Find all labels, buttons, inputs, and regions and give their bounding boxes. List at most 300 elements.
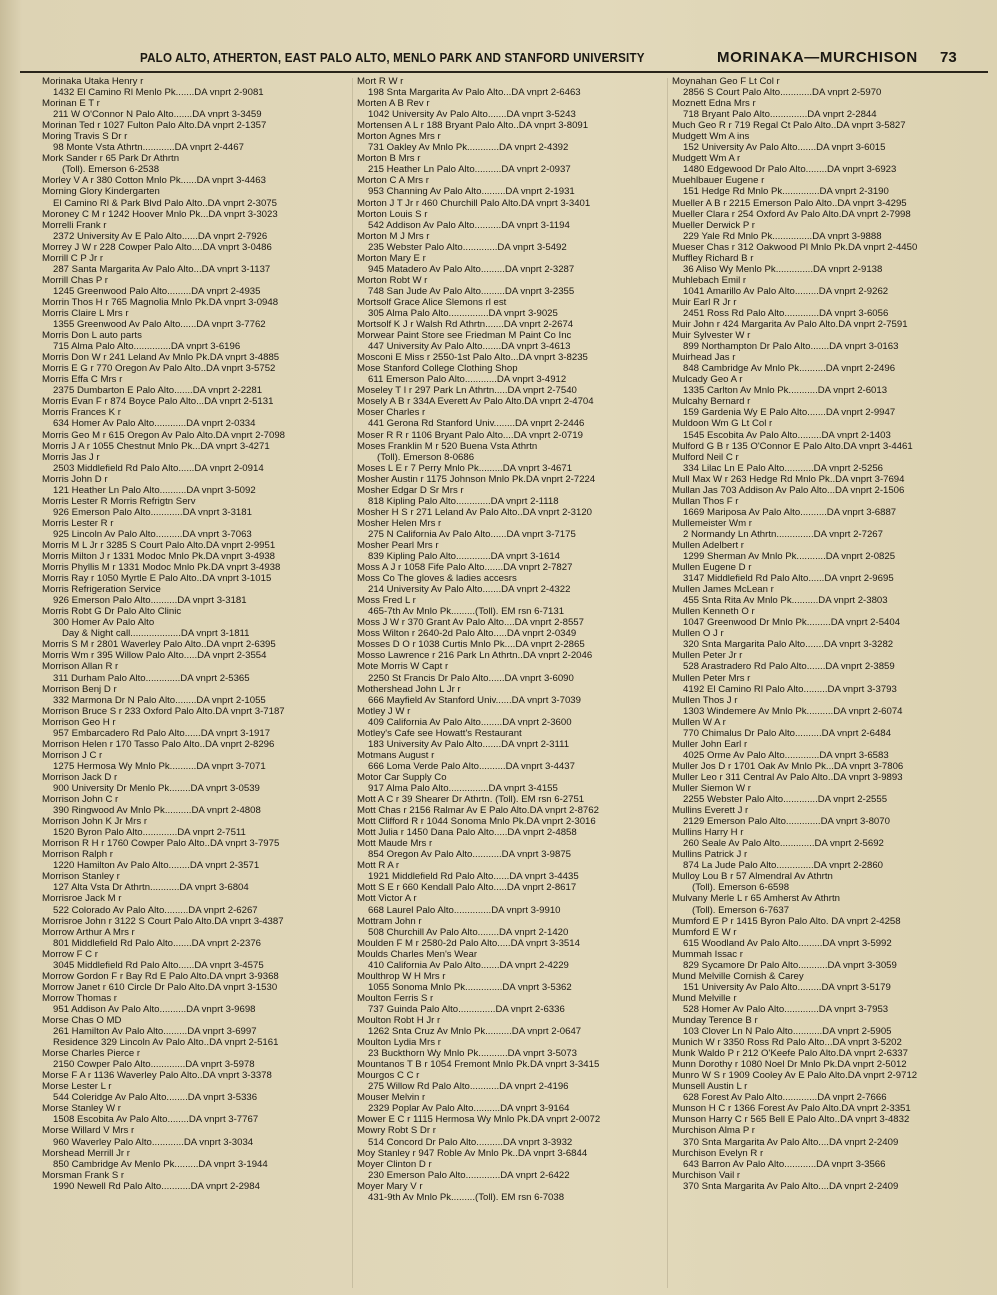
listing-line: Mueller A B r 2215 Emerson Palo Alto..DA vnprt 3-4295 xyxy=(672,197,907,209)
listing-line: 715 Alma Palo Alto..............DA vnprt 3-6196 xyxy=(53,341,241,353)
listing-line: Mulford Neil C r xyxy=(672,451,739,463)
listing-line: Moss Co The gloves & ladies accesrs xyxy=(357,573,517,585)
listing-line: Motor Car Supply Co xyxy=(357,771,447,783)
listing-line: 917 Alma Palo Alto...............DA vnprt 3-4155 xyxy=(368,783,558,794)
listing-line: 737 Guinda Palo Alto..............DA vnprt 2-6336 xyxy=(368,1003,565,1015)
listing-line: 748 San Jude Av Palo Alto.........DA vnprt 3-2355 xyxy=(368,285,575,297)
listing-line: Muir Earl R Jr r xyxy=(672,296,737,308)
listing-line: 611 Emerson Palo Alto............DA vnprt 3-4912 xyxy=(368,374,567,386)
listing-line: Morrison Jack D r xyxy=(42,771,118,783)
listing-line: 528 Arastradero Rd Palo Alto.......DA vnprt 2-3859 xyxy=(683,661,895,673)
page-number: 73 xyxy=(940,49,957,66)
listing-line: Moynahan Geo F Lt Col r xyxy=(672,76,780,87)
listing-line: Moyer Mary V r xyxy=(357,1180,423,1192)
listing-line: Moring Travis S Dr r xyxy=(42,131,128,143)
listing-line: 925 Lincoln Av Palo Alto..........DA vnprt 3-7063 xyxy=(53,528,252,540)
listing-line: Morwear Paint Store see Friedman M Paint Co Inc xyxy=(357,330,572,342)
listing-line: 951 Addison Av Palo Alto..........DA vnprt 3-9698 xyxy=(53,1003,256,1015)
column-divider xyxy=(352,78,353,1288)
listing-line: 900 University Dr Menlo Pk........DA vnprt 3-0539 xyxy=(53,783,260,794)
listing-line: Mullen O J r xyxy=(672,628,724,640)
listing-line: Munson H C r 1366 Forest Av Palo Alto.DA vnprt 2-3351 xyxy=(672,1103,911,1115)
listing-line: Morris John D r xyxy=(42,473,108,485)
listing-line: Mowry Robt S Dr r xyxy=(357,1125,436,1137)
listing-line: Mueller Derwick P r xyxy=(672,219,755,231)
listing-line: 668 Laurel Palo Alto..............DA vnprt 3-9910 xyxy=(368,904,561,916)
listing-line: Muller Leo r 311 Central Av Palo Alto..DA vnprt 3-9893 xyxy=(672,771,903,783)
listing-line: Mullemeister Wm r xyxy=(672,517,752,529)
listing-line: Muller John Earl r xyxy=(672,738,748,750)
listing-line: (Toll). Emerson 8-0686 xyxy=(377,451,475,463)
listing-line: 455 Snta Rita Av Mnlo Pk..........DA vnprt 2-3803 xyxy=(683,595,888,607)
listing-line: 926 Emerson Palo Alto............DA vnprt 3-3181 xyxy=(53,506,252,518)
listing-line: Morris S M r 2801 Waverley Palo Alto..DA vnprt 2-6395 xyxy=(42,639,276,651)
listing-line: Mosher Helen Mrs r xyxy=(357,517,442,529)
listing-line: 1921 Middlefield Rd Palo Alto......DA vnprt 3-4435 xyxy=(368,871,579,883)
listing-line: Mortensen A L r 188 Bryant Palo Alto..DA vnprt 3-8091 xyxy=(357,120,589,132)
listing-line: Murchison Vail r xyxy=(672,1169,741,1181)
listing-line: Mudgett Wm A r xyxy=(672,153,741,165)
listing-line: Mullins Patrick J r xyxy=(672,849,748,861)
listing-line: Mothershead John L Jr r xyxy=(357,683,461,695)
listing-column-3 xyxy=(672,76,990,1192)
listing-line: 643 Barron Av Palo Alto............DA vnprt 3-3566 xyxy=(683,1158,886,1170)
listing-line: Moss Wilton r 2640-2d Palo Alto.....DA vnprt 2-0349 xyxy=(357,628,577,640)
listing-line: Morris Refrigeration Service xyxy=(42,584,161,596)
listing-line: 544 Coleridge Av Palo Alto........DA vnprt 3-5336 xyxy=(53,1092,258,1104)
listing-line: Morris Lester R Morris Refrigtn Serv xyxy=(42,495,196,507)
listing-line: 2255 Webster Palo Alto.............DA vnprt 2-2555 xyxy=(683,794,888,806)
column-divider xyxy=(667,78,668,1288)
listing-line: 666 Mayfield Av Stanford Univ......DA vnprt 3-7039 xyxy=(368,694,581,706)
listing-line: Morse Lester L r xyxy=(42,1081,112,1093)
listing-line: 332 Marmona Dr N Palo Alto........DA vnprt 2-1055 xyxy=(53,694,266,706)
listing-line: 211 W O'Connor N Palo Alto.......DA vnprt 3-3459 xyxy=(53,109,262,121)
listing-line: Morrison J C r xyxy=(42,749,103,761)
listing-line: Moser Charles r xyxy=(357,407,426,419)
listing-line: 839 Kipling Palo Alto.............DA vnprt 3-1614 xyxy=(368,551,560,563)
listing-line: Morse Stanley W r xyxy=(42,1103,121,1115)
listing-line: 2856 S Court Palo Alto............DA vnprt 2-5970 xyxy=(683,87,882,99)
listing-line: 829 Sycamore Dr Palo Alto...........DA vnprt 3-3059 xyxy=(683,959,897,971)
listing-line: Mosses D O r 1038 Curtis Mnlo Pk....DA vnprt 2-2865 xyxy=(357,639,585,651)
listing-line: Mund Melville r xyxy=(672,992,737,1004)
listing-line: 1990 Newell Rd Palo Alto...........DA vnprt 2-2984 xyxy=(53,1180,260,1192)
listing-line: Munich W r 3350 Ross Rd Palo Alto...DA vnprt 3-5202 xyxy=(672,1037,902,1049)
listing-line: Morris Don L auto parts xyxy=(42,330,142,342)
listing-line: Mullen Kenneth O r xyxy=(672,606,755,618)
listing-line: Muller Jos D r 1701 Oak Av Mnlo Pk...DA vnprt 3-7806 xyxy=(672,760,904,772)
listing-line: 103 Clover Ln N Palo Alto...........DA vnprt 2-5905 xyxy=(683,1026,892,1038)
listing-line: Morrison Benj D r xyxy=(42,683,117,695)
listing-line: 121 Heather Ln Palo Alto..........DA vnprt 3-5092 xyxy=(53,484,256,496)
listing-line: Mott Maude Mrs r xyxy=(357,838,433,850)
listing-line: Morton M J Mrs r xyxy=(357,230,430,242)
listing-line: 1303 Windemere Av Mnlo Pk..........DA vnprt 2-6074 xyxy=(683,705,903,717)
listing-line: Murchison Alma P r xyxy=(672,1125,755,1137)
listing-line: 287 Santa Margarita Av Palo Alto...DA vnprt 3-1137 xyxy=(53,263,271,275)
listing-line: Residence 329 Lincoln Av Palo Alto..DA vnprt 2-5161 xyxy=(53,1037,279,1049)
listing-line: 953 Channing Av Palo Alto.........DA vnprt 2-1931 xyxy=(368,186,575,198)
listing-line: Morris Claire L Mrs r xyxy=(42,307,129,319)
listing-line: Moulton Ferris S r xyxy=(357,992,434,1004)
listing-line: Morris Phyllis M r 1331 Modoc Mnlo Pk.DA vnprt 3-4938 xyxy=(42,562,281,574)
listing-line: 1275 Hermosa Wy Mnlo Pk..........DA vnprt 3-7071 xyxy=(53,760,266,772)
listing-line: Mosely A B r 334A Everett Av Palo Alto.DA vnprt 2-4704 xyxy=(357,396,594,408)
listing-line: Muir John r 424 Margarita Av Palo Alto.DA vnprt 2-7591 xyxy=(672,319,908,331)
listing-line: (Toll). Emerson 6-6598 xyxy=(692,882,790,894)
listing-line: Mott Chas r 2156 Ralmar Av E Palo Alto.DA vnprt 2-8762 xyxy=(357,805,599,817)
listing-line: 634 Homer Av Palo Alto............DA vnprt 2-0334 xyxy=(53,418,256,430)
listing-line: Morrill Chas P r xyxy=(42,274,108,286)
listing-line: Moroney C M r 1242 Hoover Mnlo Pk...DA vnprt 3-3023 xyxy=(42,208,278,220)
listing-line: Morris Wm r 395 Willow Palo Alto.....DA vnprt 2-3554 xyxy=(42,650,267,662)
listing-line: Mulcady Geo A r xyxy=(672,374,743,386)
listing-line: Motmans August r xyxy=(357,749,435,761)
listing-line: Mund Melville Cornish & Carey xyxy=(672,970,804,982)
listing-column-1 xyxy=(42,76,360,1192)
listing-line: Mortsolf Grace Alice Slemons rl est xyxy=(357,296,507,308)
listing-line: Mullins Everett J r xyxy=(672,805,749,817)
listing-line: Morrison Geo H r xyxy=(42,716,116,728)
listing-line: Morrison John K Jr Mrs r xyxy=(42,816,148,828)
listing-line: Morris Effa C Mrs r xyxy=(42,374,123,386)
listing-line: Morrison John C r xyxy=(42,794,119,806)
listing-line: Mull Max W r 263 Hedge Rd Mnlo Pk..DA vnprt 3-7694 xyxy=(672,473,905,485)
listing-line: 926 Emerson Palo Alto..........DA vnprt 3-3181 xyxy=(53,595,247,607)
listing-line: Morris J A r 1055 Chestnut Mnlo Pk...DA vnprt 3-4271 xyxy=(42,440,270,452)
listing-line: Morris Lester R r xyxy=(42,517,114,529)
listing-line: 2372 University Av E Palo Alto......DA vnprt 2-7926 xyxy=(53,230,268,242)
listing-line: Mueser Chas r 312 Oakwood Pl Mnlo Pk.DA vnprt 2-4450 xyxy=(672,241,918,253)
listing-line: Mulford G B r 135 O'Connor E Palo Alto.DA vnprt 3-4461 xyxy=(672,440,913,452)
listing-line: 98 Monte Vsta Athrtn............DA vnprt 2-4467 xyxy=(53,142,244,154)
listing-line: 127 Alta Vsta Dr Athrtn...........DA vnprt 3-6804 xyxy=(53,882,249,894)
listing-line: Morrison Ralph r xyxy=(42,849,113,861)
listing-line: Mudgett Wm A ins xyxy=(672,131,750,143)
listing-line: 151 University Av Palo Alto.........DA vnprt 3-5179 xyxy=(683,981,891,993)
listing-line: 1355 Greenwood Av Palo Alto......DA vnprt 3-7762 xyxy=(53,319,266,331)
listing-line: 1245 Greenwood Palo Alto.........DA vnprt 2-4935 xyxy=(53,285,261,297)
listing-line: Mouser Melvin r xyxy=(357,1092,426,1104)
listing-line: 2250 St Francis Dr Palo Alto......DA vnprt 3-6090 xyxy=(368,672,574,684)
listing-line: Morton Robt W r xyxy=(357,274,428,286)
listing-line: 2451 Ross Rd Palo Alto.............DA vnprt 3-6056 xyxy=(683,307,889,319)
listing-line: Mott Julia r 1450 Dana Palo Alto.....DA vnprt 2-4858 xyxy=(357,827,577,839)
listing-line: 731 Oakley Av Mnlo Pk............DA vnprt 2-4392 xyxy=(368,142,569,154)
listing-line: Moss A J r 1058 Fife Palo Alto.......DA vnprt 2-7827 xyxy=(357,562,573,574)
listing-line: Morrill C P Jr r xyxy=(42,252,104,264)
listing-line: Morris Don W r 241 Leland Av Mnlo Pk.DA vnprt 3-4885 xyxy=(42,352,280,364)
listing-line: 36 Aliso Wy Menlo Pk..............DA vnprt 2-9138 xyxy=(683,263,883,275)
listing-line: Motley's Cafe see Howatt's Restaurant xyxy=(357,727,522,739)
listing-line: 409 California Av Palo Alto........DA vnprt 2-3600 xyxy=(368,716,572,728)
listing-line: 320 Snta Margarita Palo Alto.......DA vnprt 3-3282 xyxy=(683,639,894,651)
listing-line: 1047 Greenwood Dr Mnlo Pk.........DA vnprt 2-5404 xyxy=(683,617,901,629)
listing-line: 275 N California Av Palo Alto......DA vnprt 3-7175 xyxy=(368,528,576,540)
listing-line: Moseley T I r 297 Park Ln Athrtn.....DA vnprt 2-7540 xyxy=(357,385,577,397)
listing-line: 2150 Cowper Palo Alto.............DA vnprt 3-5978 xyxy=(53,1059,255,1071)
listing-line: Munson Harry C r 565 Bell E Palo Alto..DA vnprt 3-4832 xyxy=(672,1114,910,1126)
listing-line: Mosconi E Miss r 2550-1st Palo Alto...DA vnprt 3-8235 xyxy=(357,352,588,364)
listing-line: Moyer Clinton D r xyxy=(357,1158,432,1170)
listing-line: 615 Woodland Av Palo Alto.........DA vnprt 3-5992 xyxy=(683,937,892,949)
listing-line: Moy Stanley r 947 Roble Av Mnlo Pk..DA vnprt 3-6844 xyxy=(357,1147,588,1159)
listing-line: Mumford E P r 1415 Byron Palo Alto. DA vnprt 2-4258 xyxy=(672,915,901,927)
listing-line: Mulloy Lou B r 57 Almendral Av Athrtn xyxy=(672,871,833,883)
listing-line: Mulcahy Bernard r xyxy=(672,396,751,408)
listing-line: Mullen Adelbert r xyxy=(672,539,744,551)
listing-line: Moses Franklin M r 520 Buena Vsta Athrtn xyxy=(357,440,538,452)
listing-line: Morton B Mrs r xyxy=(357,153,421,165)
listing-line: 628 Forest Av Palo Alto.............DA vnprt 2-7666 xyxy=(683,1092,887,1104)
listing-line: 1480 Edgewood Dr Palo Alto........DA vnprt 3-6923 xyxy=(683,164,897,176)
listing-line: 514 Concord Dr Palo Alto..........DA vnprt 3-3932 xyxy=(368,1136,573,1148)
listing-line: 1055 Sonoma Mnlo Pk..............DA vnprt 3-5362 xyxy=(368,981,572,993)
listing-line: Mullan Thos F r xyxy=(672,495,739,507)
listing-line: Morris Geo M r 615 Oregon Av Palo Alto.DA vnprt 2-7098 xyxy=(42,429,285,441)
listing-line: 854 Oregon Av Palo Alto...........DA vnprt 3-9875 xyxy=(368,849,572,861)
listing-line: 957 Embarcadero Rd Palo Alto......DA vnprt 3-1917 xyxy=(53,727,271,739)
listing-line: 198 Snta Margarita Av Palo Alto...DA vnprt 2-6463 xyxy=(368,87,581,99)
listing-line: 4192 El Camino Rl Palo Alto.........DA vnprt 3-3793 xyxy=(683,683,897,695)
listing-line: 465-7th Av Mnlo Pk.........(Toll). EM rsn 6-7131 xyxy=(368,606,565,618)
listing-line: Muldoon Wm G Lt Col r xyxy=(672,418,773,430)
listing-line: 23 Buckthorn Wy Mnlo Pk...........DA vnprt 3-5073 xyxy=(368,1048,577,1060)
listing-line: 215 Heather Ln Palo Alto..........DA vnprt 2-0937 xyxy=(368,164,571,176)
listing-line: Morrow Gordon F r Bay Rd E Palo Alto.DA vnprt 3-9368 xyxy=(42,970,279,982)
listing-line: 370 Snta Margarita Av Palo Alto....DA vnprt 2-2409 xyxy=(683,1136,899,1148)
listing-line: 3147 Middlefield Rd Palo Alto......DA vnprt 2-9695 xyxy=(683,573,894,585)
listing-line: Moser R R r 1106 Bryant Palo Alto....DA vnprt 2-0719 xyxy=(357,429,583,441)
listing-line: Muir Sylvester W r xyxy=(672,330,751,342)
listing-line: 945 Matadero Av Palo Alto.........DA vnprt 2-3287 xyxy=(368,263,575,275)
listing-line: Morinan E T r xyxy=(42,98,100,110)
listing-line: Morris Jas J r xyxy=(42,451,100,463)
listing-line: 528 Homer Av Palo Alto.............DA vnprt 3-7953 xyxy=(683,1003,889,1015)
listing-line: 542 Addison Av Palo Alto..........DA vnprt 3-1194 xyxy=(368,219,570,231)
listing-line: Morton C A Mrs r xyxy=(357,175,429,187)
listing-line: Mortsolf K J r Walsh Rd Athrtn.......DA vnprt 2-2674 xyxy=(357,319,574,331)
listing-line: 334 Lilac Ln E Palo Alto...........DA vnprt 2-5256 xyxy=(683,462,883,474)
listing-line: Moses L E r 7 Perry Mnlo Pk.........DA vnprt 3-4671 xyxy=(357,462,573,474)
listing-line: Morrey J W r 228 Cowper Palo Alto....DA vnprt 3-0486 xyxy=(42,241,272,253)
listing-line: Morris Robt G Dr Palo Alto Clinic xyxy=(42,606,182,618)
listing-line: Morrelli Frank r xyxy=(42,219,107,231)
listing-line: Morton Mary E r xyxy=(357,252,426,264)
listing-line: 874 La Jude Palo Alto..............DA vnprt 2-2860 xyxy=(683,860,883,872)
listing-line: 275 Willow Rd Palo Alto...........DA vnprt 2-4196 xyxy=(368,1081,569,1093)
listing-line: Mullen Peter Jr r xyxy=(672,650,743,662)
listing-line: 152 University Av Palo Alto.......DA vnprt 3-6015 xyxy=(683,142,886,154)
listing-line: 1669 Mariposa Av Palo Alto..........DA vnprt 3-6887 xyxy=(683,506,897,518)
listing-line: Mote Morris W Capt r xyxy=(357,661,449,673)
listing-line: Mort R W r xyxy=(357,76,404,87)
listing-line: Mullen Peter Mrs r xyxy=(672,672,751,684)
listing-line: Morse Chas O MD xyxy=(42,1014,122,1026)
listing-line: Much Geo R r 719 Regal Ct Palo Alto..DA vnprt 3-5827 xyxy=(672,120,906,132)
listing-line: 1520 Byron Palo Alto.............DA vnprt 2-7511 xyxy=(53,827,246,839)
listing-line: 1545 Escobita Av Palo Alto.........DA vnprt 2-1403 xyxy=(683,429,891,441)
header-title: PALO ALTO, ATHERTON, EAST PALO ALTO, MENLO PARK AND STANFORD UNIVERSITY xyxy=(140,51,645,65)
listing-line: Morrison Helen r 170 Tasso Palo Alto..DA vnprt 2-8296 xyxy=(42,738,275,750)
listing-line: 848 Cambridge Av Mnlo Pk..........DA vnprt 2-2496 xyxy=(683,363,896,375)
listing-line: Morinaka Utaka Henry r xyxy=(42,76,144,87)
listing-line: Moulton Lydia Mrs r xyxy=(357,1037,441,1049)
listing-line: 960 Waverley Palo Alto............DA vnprt 3-3034 xyxy=(53,1136,254,1148)
listing-line: Morrow Janet r 610 Circle Dr Palo Alto.DA vnprt 3-1530 xyxy=(42,981,278,993)
listing-line: Morrisroe Jack M r xyxy=(42,893,122,905)
listing-line: 770 Chimalus Dr Palo Alto..........DA vnprt 2-6484 xyxy=(683,727,891,739)
listing-line: Mummah Issac r xyxy=(672,948,743,960)
listing-line: Mueller Clara r 254 Oxford Av Palo Alto.DA vnprt 2-7998 xyxy=(672,208,911,220)
listing-line: 2375 Dumbarton E Palo Alto.......DA vnprt 2-2281 xyxy=(53,385,263,397)
listing-line: Morris Milton J r 1331 Modoc Mnlo Pk.DA vnprt 3-4938 xyxy=(42,551,276,563)
listing-line: Mose Stanford College Clothing Shop xyxy=(357,363,518,375)
listing-line: Morrin Thos H r 765 Magnolia Mnlo Pk.DA vnprt 3-0948 xyxy=(42,296,279,308)
listing-line: Morton Agnes Mrs r xyxy=(357,131,441,143)
listing-line: 311 Durham Palo Alto.............DA vnprt 2-5365 xyxy=(53,672,250,684)
listing-line: Munday Terence B r xyxy=(672,1014,758,1026)
listing-line: Motley J W r xyxy=(357,705,411,717)
listing-line: Morse Willard V Mrs r xyxy=(42,1125,135,1137)
listing-line: 214 University Av Palo Alto.......DA vnprt 2-4322 xyxy=(368,584,571,596)
listing-line: Mosher Austin r 1175 Johnson Mnlo Pk.DA vnprt 2-7224 xyxy=(357,473,596,485)
listing-line: Munsell Austin L r xyxy=(672,1081,748,1093)
listing-line: Morshead Merrill Jr r xyxy=(42,1147,130,1159)
listing-line: 159 Gardenia Wy E Palo Alto.......DA vnprt 2-9947 xyxy=(683,407,896,419)
listing-line: 261 Hamilton Av Palo Alto.........DA vnprt 3-6997 xyxy=(53,1026,257,1038)
listing-line: Morris E G r 770 Oregon Av Palo Alto..DA vnprt 3-5752 xyxy=(42,363,276,375)
listing-line: Morrow Arthur A Mrs r xyxy=(42,926,135,938)
listing-line: Mott A C r 39 Shearer Dr Athrtn. (Toll). EM rsn 6-2751 xyxy=(357,794,585,806)
listing-line: Morning Glory Kindergarten xyxy=(42,186,160,198)
listing-line: Mountanos T B r 1054 Fremont Mnlo Pk.DA vnprt 3-3415 xyxy=(357,1059,600,1071)
listing-line: Mott S E r 660 Kendall Palo Alto.....DA vnprt 2-8617 xyxy=(357,882,577,894)
listing-line: 1042 University Av Palo Alto.......DA vnprt 3-5243 xyxy=(368,109,576,121)
listing-column-2 xyxy=(357,76,675,1203)
listing-line: Day & Night call...................DA vnprt 3-1811 xyxy=(62,628,250,640)
listing-line: Morris Evan F r 874 Boyce Palo Alto...DA vnprt 2-5131 xyxy=(42,396,274,408)
listing-line: Mork Sander r 65 Park Dr Athrtn xyxy=(42,153,180,165)
listing-line: Mosher H S r 271 Leland Av Palo Alto..DA vnprt 2-3120 xyxy=(357,506,593,518)
listing-line: Mullen Eugene D r xyxy=(672,562,752,574)
listing-line: Moulds Charles Men's Wear xyxy=(357,948,478,960)
listing-line: 305 Alma Palo Alto...............DA vnprt 3-9025 xyxy=(368,307,558,319)
listing-line: 370 Snta Margarita Av Palo Alto....DA vnprt 2-2409 xyxy=(683,1180,899,1192)
listing-line: Morrison R H r 1760 Cowper Palo Alto..DA vnprt 3-7975 xyxy=(42,838,280,850)
listing-line: 260 Seale Av Palo Alto.............DA vnprt 2-5692 xyxy=(683,838,884,850)
listing-line: Morse Charles Pierce r xyxy=(42,1048,141,1060)
listing-line: Muirhead Jas r xyxy=(672,352,736,364)
listing-line: Mott R A r xyxy=(357,860,400,872)
listing-line: Mower E C r 1115 Hermosa Wy Mnlo Pk.DA vnprt 2-0072 xyxy=(357,1114,601,1126)
header-range: MORINAKA—MURCHISON xyxy=(717,49,918,66)
listing-line: Morse F A r 1136 Waverley Palo Alto..DA vnprt 3-3378 xyxy=(42,1070,272,1082)
listing-line: 1041 Amarillo Av Palo Alto.........DA vnprt 2-9262 xyxy=(683,285,889,297)
listing-line: 300 Homer Av Palo Alto xyxy=(53,617,155,629)
listing-line: Morrison Stanley r xyxy=(42,871,120,883)
listing-line: Mosher Edgar D Sr Mrs r xyxy=(357,484,464,496)
listing-line: Mullan Jas 703 Addison Av Palo Alto...DA vnprt 2-1506 xyxy=(672,484,905,496)
listing-line: 508 Churchill Av Palo Alto........DA vnprt 2-1420 xyxy=(368,926,569,938)
listing-line: 2503 Middlefield Rd Palo Alto......DA vnprt 2-0914 xyxy=(53,462,264,474)
listing-line: Morrison Bruce S r 233 Oxford Palo Alto.DA vnprt 3-7187 xyxy=(42,705,285,717)
listing-line: 1432 El Camino Rl Menlo Pk.......DA vnprt 2-9081 xyxy=(53,87,264,99)
listing-line: Moss J W r 370 Grant Av Palo Alto....DA vnprt 2-8557 xyxy=(357,617,584,629)
listing-line: 183 University Av Palo Alto.......DA vnprt 2-3111 xyxy=(368,738,570,750)
listing-line: 3045 Middlefield Rd Palo Alto......DA vnprt 3-4575 xyxy=(53,959,264,971)
listing-line: 818 Kipling Palo Alto.............DA vnprt 2-1118 xyxy=(368,495,559,507)
listing-line: Mullen James McLean r xyxy=(672,584,774,596)
listing-line: Mott Victor A r xyxy=(357,893,417,905)
listing-line: 899 Northampton Dr Palo Alto.......DA vnprt 3-0163 xyxy=(683,341,899,353)
listing-line: Mulvany Merle L r 65 Amherst Av Athrtn xyxy=(672,893,840,905)
listing-line: 1220 Hamilton Av Palo Alto........DA vnprt 2-3571 xyxy=(53,860,260,872)
listing-line: Moulden F M r 2580-2d Palo Alto.....DA vnprt 3-3514 xyxy=(357,937,580,949)
listing-line: 718 Bryant Palo Alto..............DA vnprt 2-2844 xyxy=(683,109,877,121)
listing-line: Moss Fred L r xyxy=(357,595,416,607)
listing-line: Moulton Robt H Jr r xyxy=(357,1014,441,1026)
listing-line: Morrow Thomas r xyxy=(42,992,117,1004)
listing-line: Mullen W A r xyxy=(672,716,726,728)
listing-line: Morsman Frank S r xyxy=(42,1169,125,1181)
listing-line: Mumford E W r xyxy=(672,926,737,938)
listing-line: Morten A B Rev r xyxy=(357,98,430,110)
listing-line: 666 Loma Verde Palo Alto..........DA vnprt 3-4437 xyxy=(368,760,575,772)
listing-line: 4025 Orme Av Palo Alto.............DA vnprt 3-6583 xyxy=(683,749,889,761)
listing-line: 390 Ringwood Av Mnlo Pk..........DA vnprt 2-4808 xyxy=(53,805,261,817)
listing-line: 2129 Emerson Palo Alto.............DA vnprt 3-8070 xyxy=(683,816,890,828)
listing-line: 2329 Poplar Av Palo Alto..........DA vnprt 3-9164 xyxy=(368,1103,570,1115)
listing-line: Muller Siemon W r xyxy=(672,783,751,794)
listing-line: Munn Dorothy r 1080 Noel Dr Mnlo Pk.DA vnprt 2-5012 xyxy=(672,1059,907,1071)
listing-line: Morrisroe John r 3122 S Court Palo Alto.DA vnprt 3-4387 xyxy=(42,915,284,927)
listing-line: Morris M L Jr r 3285 S Court Palo Alto.DA vnprt 2-9951 xyxy=(42,539,276,551)
listing-line: Murchison Evelyn R r xyxy=(672,1147,764,1159)
listing-line: 801 Middlefield Rd Palo Alto.......DA vnprt 2-2376 xyxy=(53,937,261,949)
listing-line: Morrison Allan R r xyxy=(42,661,119,673)
listing-line: 151 Hedge Rd Mnlo Pk..............DA vnprt 2-3190 xyxy=(683,186,889,198)
listing-line: 1262 Snta Cruz Av Mnlo Pk..........DA vnprt 2-0647 xyxy=(368,1026,582,1038)
listing-line: Morton J T Jr r 460 Churchill Palo Alto.DA vnprt 3-3401 xyxy=(357,197,591,209)
listing-line: 229 Yale Rd Mnlo Pk...............DA vnprt 3-9888 xyxy=(683,230,882,242)
listing-line: Morinan Ted r 1027 Fulton Palo Alto.DA vnprt 2-1357 xyxy=(42,120,267,132)
listing-line: Mullins Harry H r xyxy=(672,827,744,839)
listing-line: 522 Colorado Av Palo Alto.........DA vnprt 2-6267 xyxy=(53,904,258,916)
listing-line: Moznett Edna Mrs r xyxy=(672,98,756,110)
listing-line: Muhlebach Emil r xyxy=(672,274,747,286)
listing-line: 1335 Carlton Av Mnlo Pk...........DA vnprt 2-6013 xyxy=(683,385,888,397)
listing-line: Mullen Thos J r xyxy=(672,694,738,706)
listing-line: Muffley Richard B r xyxy=(672,252,754,264)
listing-line: 410 California Av Palo Alto.......DA vnprt 2-4229 xyxy=(368,959,569,971)
listing-line: Moulthrop W H Mrs r xyxy=(357,970,446,982)
listing-line: Morris Frances K r xyxy=(42,407,121,419)
listing-line: Mott Clifford R r 1044 Sonoma Mnlo Pk.DA vnprt 2-3016 xyxy=(357,816,596,828)
listing-line: 447 University Av Palo Alto.......DA vnprt 3-4613 xyxy=(368,341,571,353)
listing-line: (Toll). Emerson 6-7637 xyxy=(692,904,790,916)
listing-line: Munk Waldo P r 212 O'Keefe Palo Alto.DA vnprt 2-6337 xyxy=(672,1048,908,1060)
listing-line: 230 Emerson Palo Alto.............DA vnprt 2-6422 xyxy=(368,1169,570,1181)
listing-line: Mosher Pearl Mrs r xyxy=(357,539,439,551)
listing-line: Mourgos C C r xyxy=(357,1070,420,1082)
listing-line: El Camino Rl & Park Blvd Palo Alto..DA vnprt 2-3075 xyxy=(53,197,277,209)
listing-line: Morris Ray r 1050 Myrtle E Palo Alto..DA vnprt 3-1015 xyxy=(42,573,272,585)
listing-line: 1508 Escobita Av Palo Alto........DA vnprt 3-7767 xyxy=(53,1114,259,1126)
listing-line: Mottram John r xyxy=(357,915,422,927)
listing-line: 2 Normandy Ln Athrtn..............DA vnprt 2-7267 xyxy=(683,528,883,540)
